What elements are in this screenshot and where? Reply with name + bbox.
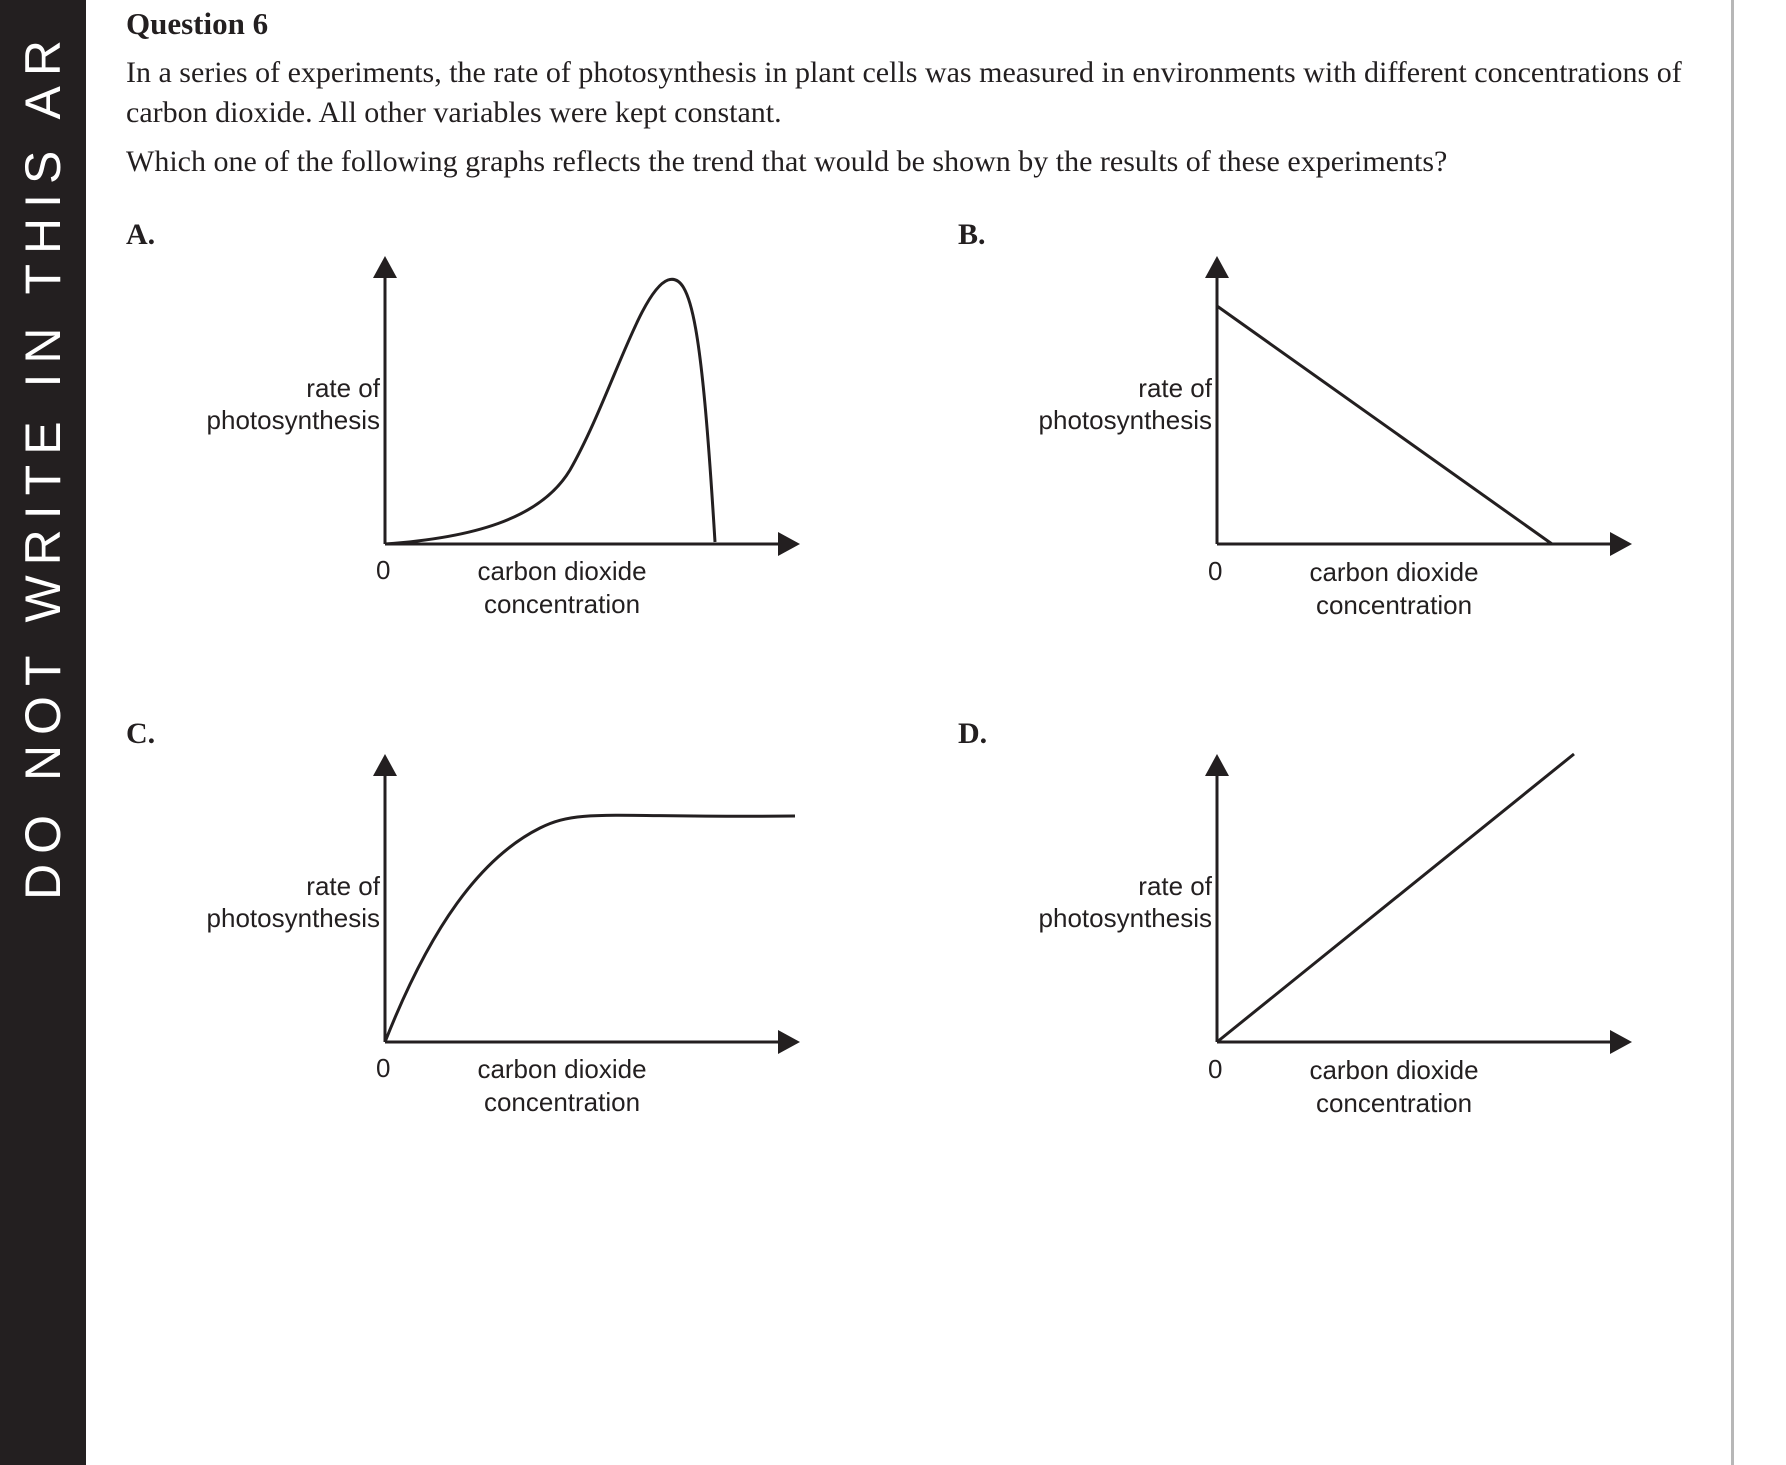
y-axis-label: rate of photosynthesis bbox=[1038, 373, 1212, 435]
graph-c-plot bbox=[140, 748, 820, 1148]
y-axis-label: rate of photosynthesis bbox=[1038, 871, 1212, 933]
option-d-graph[interactable] bbox=[972, 748, 1652, 1148]
origin-label: 0 bbox=[376, 1053, 391, 1083]
graph-a-plot bbox=[140, 250, 820, 650]
x-axis-label: carbon dioxide concentration bbox=[1309, 557, 1479, 620]
line-b bbox=[1217, 306, 1552, 544]
origin-label: 0 bbox=[1208, 556, 1223, 586]
option-b-label[interactable]: B. bbox=[958, 218, 986, 251]
x-axis-label: carbon dioxide concentration bbox=[477, 556, 647, 619]
question-prompt: Which one of the following graphs reflects the trend that would be shown by the results of these experiments? bbox=[126, 145, 1448, 178]
y-axis-arrow bbox=[1205, 754, 1229, 776]
y-axis-arrow bbox=[1205, 256, 1229, 278]
y-axis-arrow bbox=[373, 256, 397, 278]
y-axis-label: rate of photosynthesis bbox=[206, 373, 380, 435]
curve-a bbox=[385, 279, 715, 544]
option-a-label[interactable]: A. bbox=[126, 218, 156, 251]
x-axis-arrow bbox=[778, 1030, 800, 1054]
option-d-label[interactable]: D. bbox=[958, 717, 988, 750]
option-c-label[interactable]: C. bbox=[126, 717, 156, 750]
graph-d-plot bbox=[972, 748, 1652, 1148]
origin-label: 0 bbox=[1208, 1054, 1223, 1084]
x-axis-label: carbon dioxide concentration bbox=[477, 1054, 647, 1117]
x-axis-arrow bbox=[1610, 1030, 1632, 1054]
curve-c bbox=[385, 815, 795, 1042]
x-axis-label: carbon dioxide concentration bbox=[1309, 1055, 1479, 1118]
line-d bbox=[1217, 754, 1574, 1042]
option-b-graph[interactable] bbox=[972, 250, 1652, 650]
do-not-write-notice: DO NOT WRITE IN THIS AR bbox=[15, 30, 71, 900]
margin-sidebar bbox=[0, 0, 86, 1465]
option-c-graph[interactable] bbox=[140, 748, 820, 1148]
x-axis-arrow bbox=[1610, 532, 1632, 556]
y-axis-arrow bbox=[373, 754, 397, 776]
question-title: Question 6 bbox=[126, 6, 269, 41]
question-stem: In a series of experiments, the rate of photosynthesis in plant cells was measured in environments with different concentrations of carbon dioxide. All other variables were kept constant. bbox=[126, 56, 1682, 129]
page-border-line bbox=[1731, 0, 1734, 1465]
y-axis-label: rate of photosynthesis bbox=[206, 871, 380, 933]
origin-label: 0 bbox=[376, 555, 391, 585]
option-a-graph[interactable] bbox=[140, 250, 820, 650]
x-axis-arrow bbox=[778, 532, 800, 556]
graph-b-plot bbox=[972, 250, 1652, 650]
